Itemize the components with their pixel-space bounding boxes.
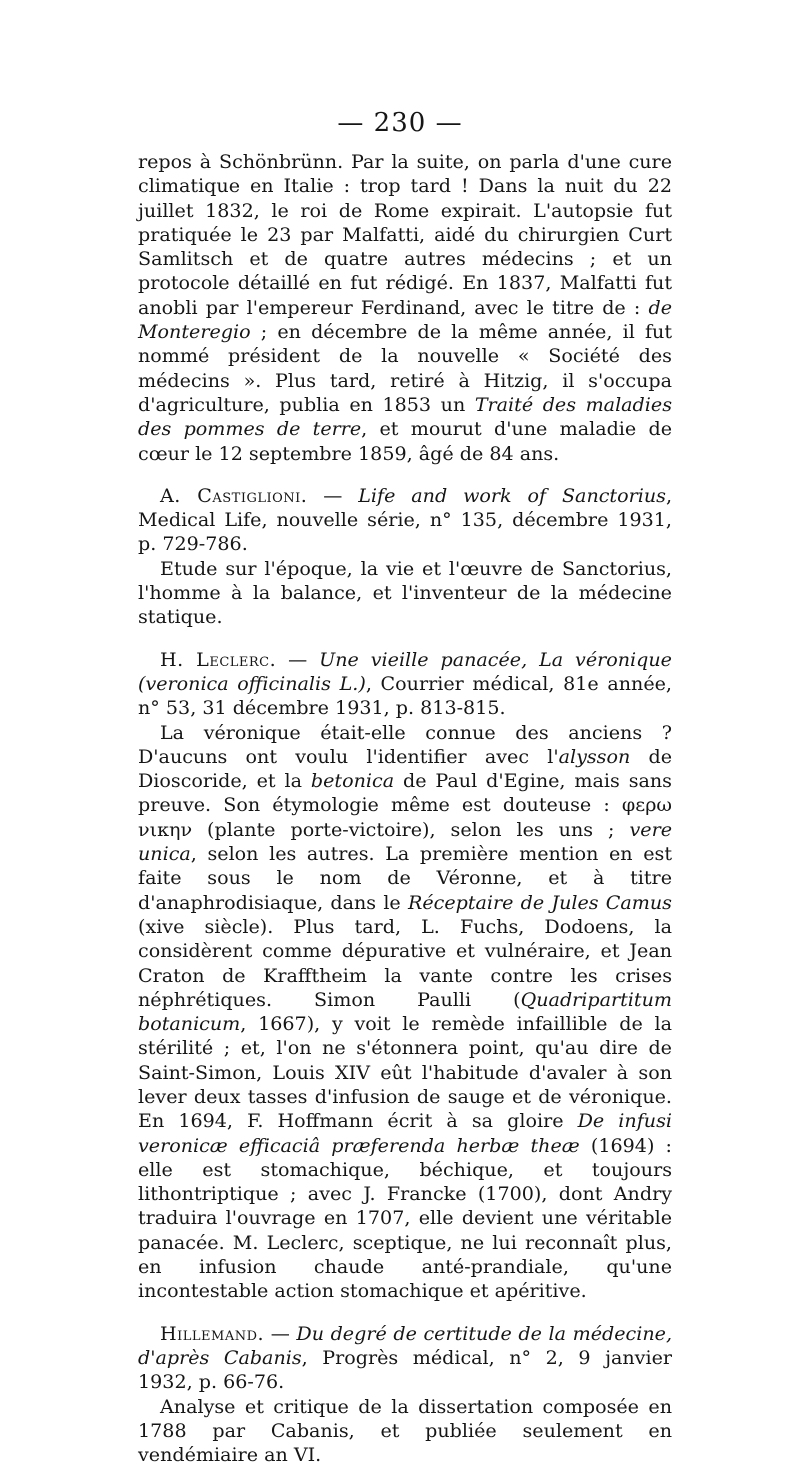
paragraph-sanctorius: Etude sur l'époque, la vie et l'œuvre de Sanctorius, l'homme à la balance, et l'inventeur de la médecine statique. (138, 556, 672, 629)
page-body (138, 150, 672, 1467)
paragraph-malfatti: repos à Schönbrünn. Par la suite, on parla d'une cure climatique en Italie : trop tard ! Dans la nuit du 22 juillet 1832, le roi de Rome expirait. L'autopsie fut pratiquée le 23 par Malfatti, aidé du chirurgien Curt Samlitsch et de quatre autres médecins ; et un protocole détaillé en fut rédigé. En 1837, Malfatti fut anobli par l'empereur Ferdinand, avec le titre de : de Monteregio ; en décembre de la même année, il fut nommé président de la nouvelle « Société des médecins ». Plus tard, retiré à Hitzig, il s'occupa d'agriculture, publia en 1853 un Traité des maladies des pommes de terre, et mourut d'une maladie de cœur le 12 septembre 1859, âgé de 84 ans. (138, 150, 672, 465)
reference-castiglioni: A. Castiglioni. — Life and work of Sanctorius, Medical Life, nouvelle série, n° 135, décembre 1931, p. 729-786. (138, 483, 673, 556)
paragraph-cabanis: Analyse et critique de la dissertation composée en 1788 par Cabanis, et publiée seulement en vendémiaire an VI. (138, 1394, 672, 1467)
reference-leclerc: H. Leclerc. — Une vieille panacée, La véronique (veronica officinalis L.), Courrier médical, 81e année, n° 53, 31 décembre 1931, p. 813-815. (138, 647, 672, 720)
reference-hillemand: Hillemand. — Du degré de certitude de la médecine, d'après Cabanis, Progrès médical, n° 2, 9 janvier 1932, p. 66-76. (138, 1321, 673, 1394)
paragraph-veronique: La véronique était-elle connue des anciens ? D'aucuns ont voulu l'identifier avec l'alysson de Dioscoride, et la betonica de Paul d'Egine, mais sans preuve. Son étymologie même est douteuse : φερω νικην (plante porte-victoire), selon les uns ; vere unica, selon les autres. La première mention en est faite sous le nom de Véronne, et à titre d'anaphrodisiaque, dans le Réceptaire de Jules Camus (xive siècle). Plus tard, L. Fuchs, Dodoens, la considèrent comme dépurative et vulnéraire, et Jean Craton de Krafftheim la vante contre les crises néphrétiques. Simon Paulli (Quadripartitum botanicum, 1667), y voit le remède infaillible de la stérilité ; et, l'on ne s'étonnera point, qu'au dire de Saint-Simon, Louis XIV eût l'habitude d'avaler à son lever deux tasses d'infusion de sauge et de véronique. En 1694, F. Hoffmann écrit à sa gloire De infusi veronicæ efficaciâ præferenda herbæ theæ (1694) : elle est stomachique, béchique, et toujours lithontriptique ; avec J. Francke (1700), dont Andry traduira l'ouvrage en 1707, elle devient une véritable panacée. M. Leclerc, sceptique, ne lui reconnaît plus, en infusion chaude anté-prandiale, qu'une incontestable action stomachique et apéritive. (138, 720, 673, 1303)
page-number: — 230 — (337, 108, 463, 138)
